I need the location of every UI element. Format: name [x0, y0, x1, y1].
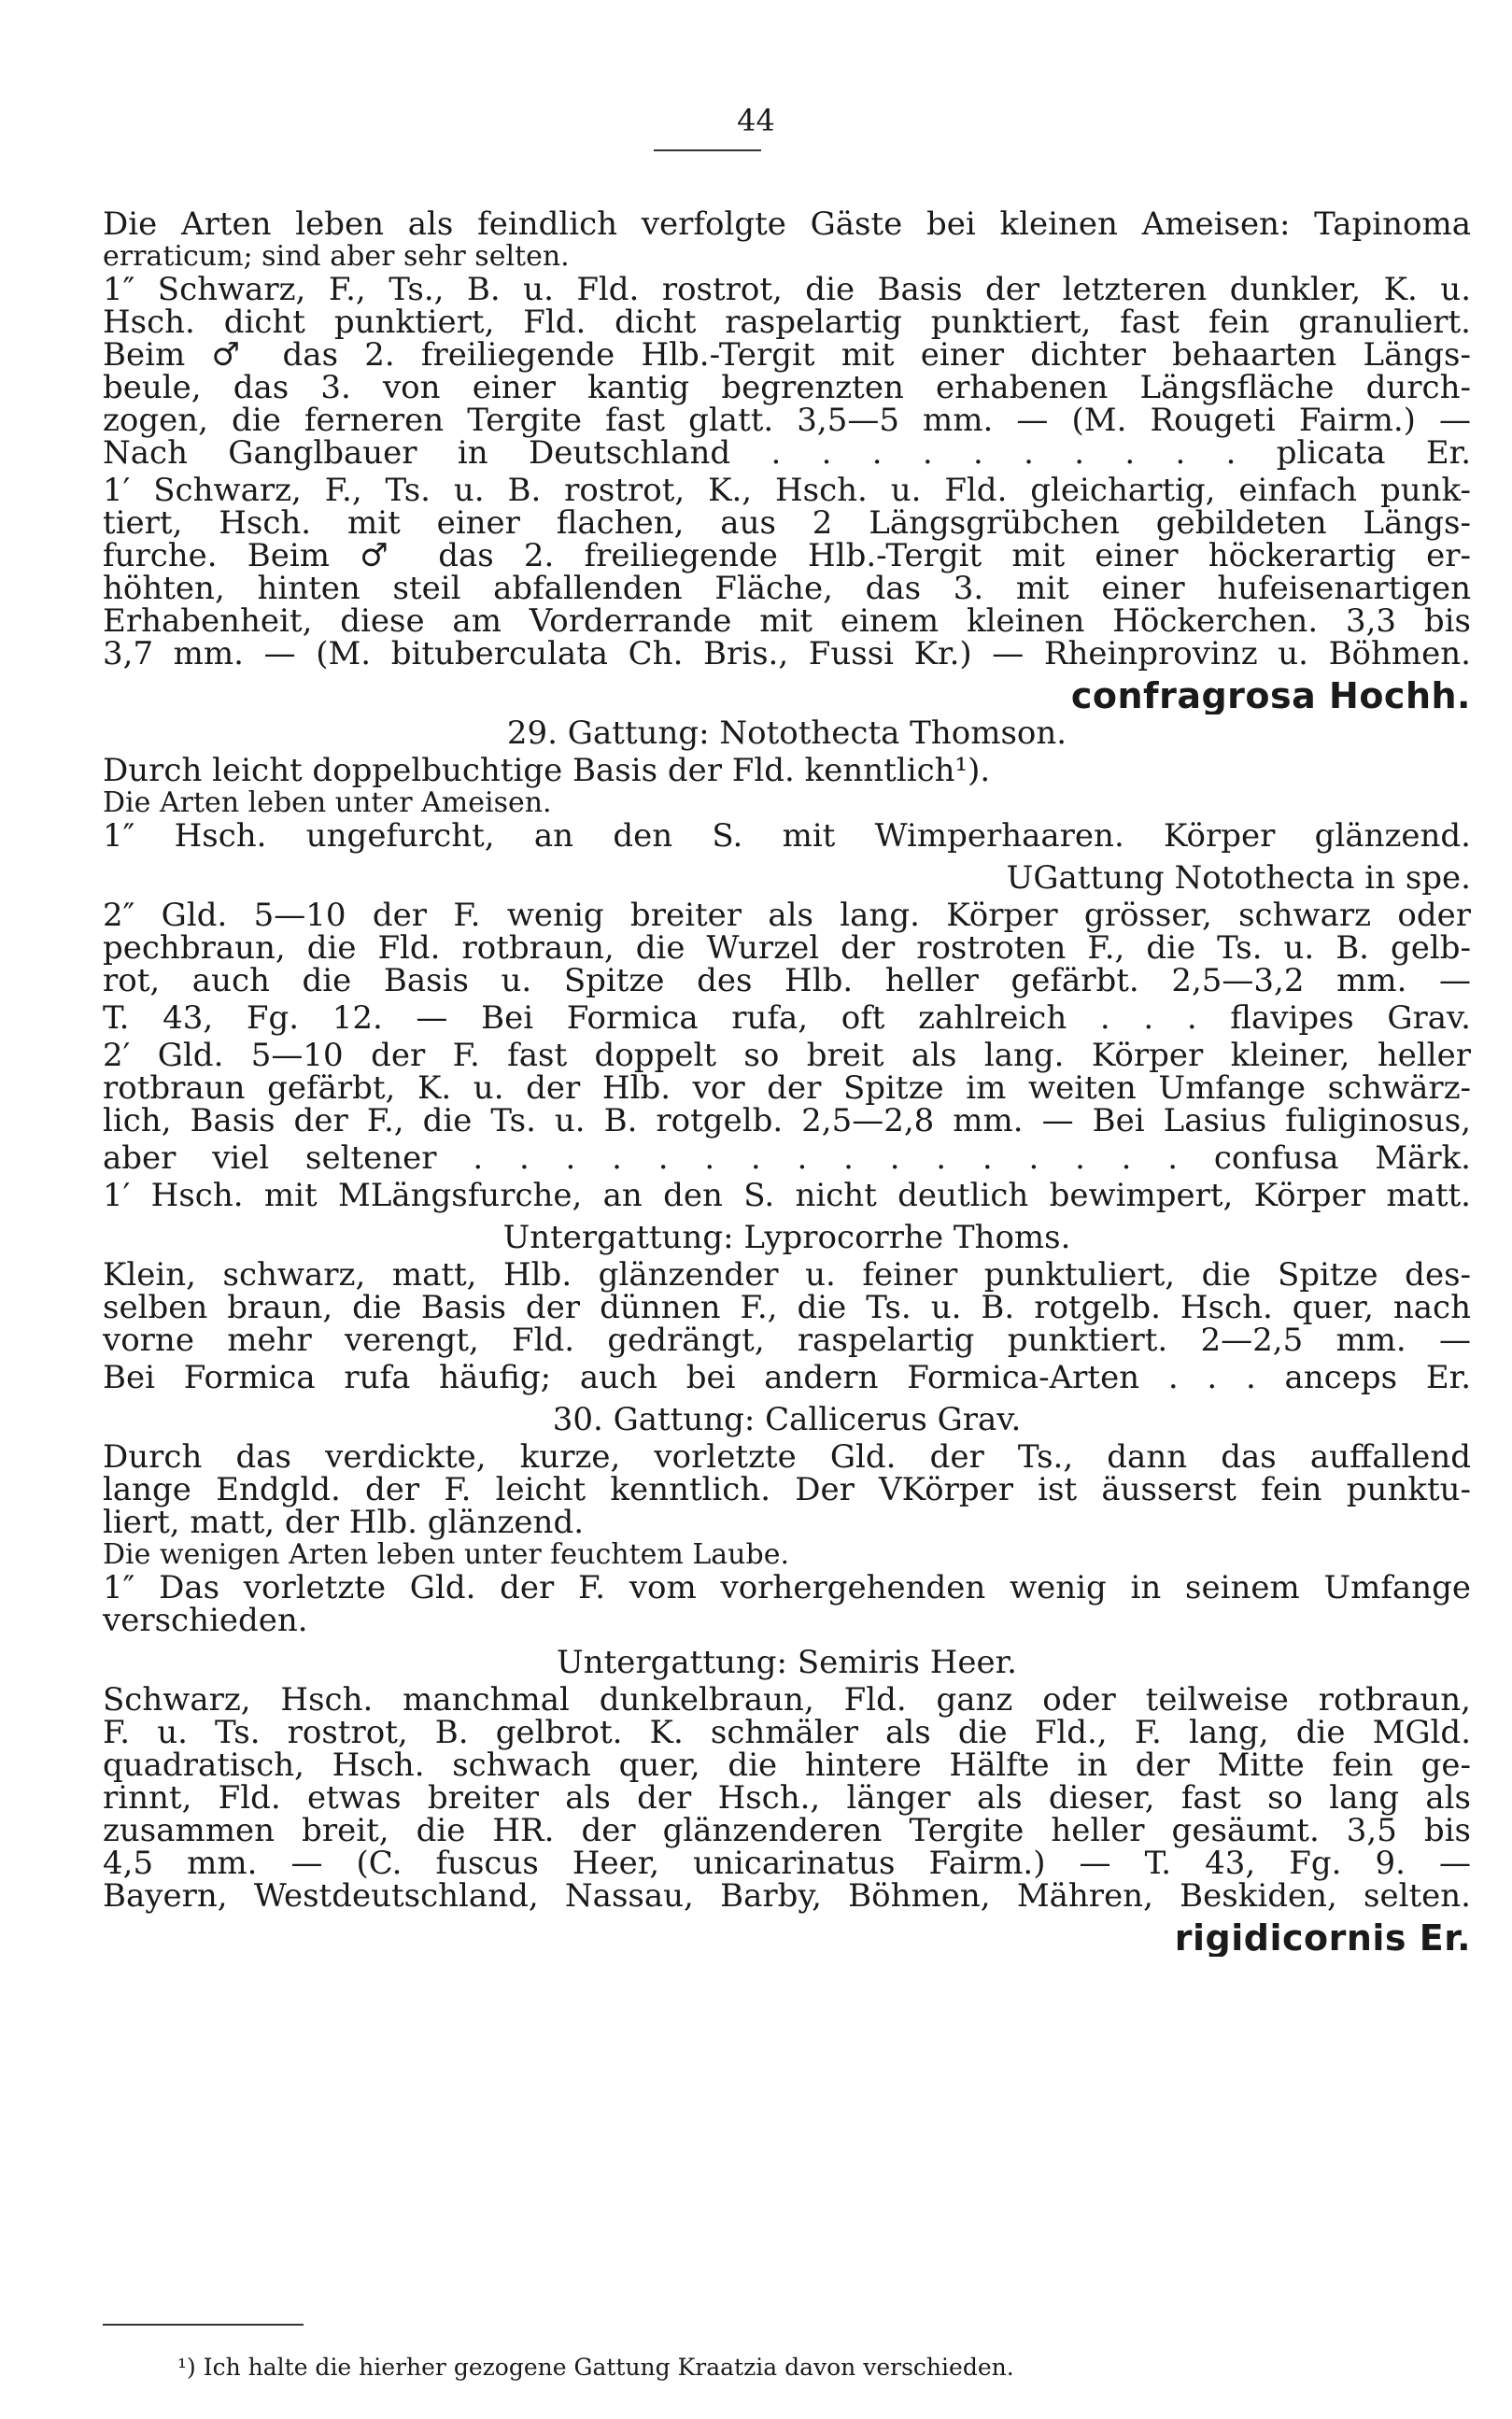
text-line: 30. Gattung: Callicerus Grav.: [552, 1401, 1022, 1438]
text-line: lange Endgld. der F. leicht kenntlich. Der VKörper ist äusserst fein punktu-: [103, 1471, 1471, 1508]
text-line: UGattung Notothecta in spe.: [1006, 859, 1471, 897]
text-line: T. 43, Fg. 12. — Bei Formica rufa, oft zahlreich . . . flavipes Grav.: [103, 999, 1471, 1037]
text-line: aber viel seltener . . . . . . . . . . . . . . . . confusa Märk.: [103, 1139, 1471, 1177]
footnote-rule: [103, 2324, 304, 2326]
text-line: confragrosa Hochh.: [1070, 677, 1471, 714]
text-line: rotbraun gefärbt, K. u. der Hlb. vor der Spitze im weiten Umfange schwärz-: [103, 1069, 1471, 1107]
text-line: beule, das 3. von einer kantig begrenzten erhabenen Längsfläche durch-: [103, 369, 1471, 406]
text-line: lich, Basis der F., die Ts. u. B. rotgelb. 2,5—2,8 mm. — Bei Lasius fuliginosus,: [103, 1102, 1471, 1139]
text-line: 1′ Hsch. mit MLängsfurche, an den S. nicht deutlich bewimpert, Körper matt.: [103, 1177, 1471, 1214]
text-line: tiert, Hsch. mit einer flachen, aus 2 Längsgrübchen gebildeten Längs-: [103, 504, 1471, 542]
text-line: 1′ Schwarz, F., Ts. u. B. rostrot, K., Hsch. u. Fld. gleichartig, einfach punk-: [103, 472, 1471, 509]
text-line: rinnt, Fld. etwas breiter als der Hsch., länger als dieser, fast so lang als: [103, 1779, 1471, 1817]
text-line: Durch leicht doppelbuchtige Basis der Fld. kenntlich¹).: [103, 752, 991, 789]
text-line: Die wenigen Arten leben unter feuchtem Laube.: [103, 1538, 789, 1571]
text-line: rigidicornis Er.: [1174, 1919, 1471, 1957]
text-line: Bei Formica rufa häufig; auch bei andern Formica-Arten . . . anceps Er.: [103, 1359, 1471, 1396]
text-line: Hsch. dicht punktiert, Fld. dicht raspelartig punktiert, fast fein granuliert.: [103, 304, 1471, 341]
text-line: Untergattung: Semiris Heer.: [557, 1644, 1017, 1681]
text-line: 2′ Gld. 5—10 der F. fast doppelt so breit als lang. Körper kleiner, heller: [103, 1037, 1471, 1074]
text-line: selben braun, die Basis der dünnen F., die Ts. u. B. rotgelb. Hsch. quer, nach: [103, 1289, 1471, 1326]
text-line: Klein, schwarz, matt, Hlb. glänzender u. feiner punktuliert, die Spitze des-: [103, 1256, 1471, 1294]
text-line: furche. Beim ♂ das 2. freiliegende Hlb.-Tergit mit einer höckerartig er-: [103, 537, 1471, 574]
text-line: 1″ Schwarz, F., Ts., B. u. Fld. rostrot, die Basis der letzteren dunkler, K. u.: [103, 271, 1471, 308]
text-line: höhten, hinten steil abfallenden Fläche, das 3. mit einer hufeisenartigen: [103, 570, 1471, 607]
text-line: 2″ Gld. 5—10 der F. wenig breiter als lang. Körper grösser, schwarz oder: [103, 897, 1471, 934]
text-line: 29. Gattung: Notothecta Thomson.: [506, 714, 1067, 752]
text-line: vorne mehr verengt, Fld. gedrängt, raspelartig punktiert. 2—2,5 mm. —: [103, 1322, 1471, 1359]
text-line: liert, matt, der Hlb. glänzend.: [103, 1504, 585, 1541]
text-line: 1″ Das vorletzte Gld. der F. vom vorhergehenden wenig in seinem Umfange: [103, 1569, 1471, 1606]
text-line: Bayern, Westdeutschland, Nassau, Barby, Böhmen, Mähren, Beskiden, selten.: [103, 1877, 1471, 1915]
text-line: erraticum; sind aber sehr selten.: [103, 240, 570, 273]
text-line: Die Arten leben als feindlich verfolgte Gäste bei kleinen Ameisen: Tapinoma: [103, 205, 1471, 243]
text-line: zogen, die ferneren Tergite fast glatt. 3,5—5 mm. — (M. Rougeti Fairm.) —: [103, 402, 1471, 439]
text-line: Untergattung: Lyprocorrhe Thoms.: [502, 1219, 1071, 1256]
text-line: F. u. Ts. rostrot, B. gelbrot. K. schmäler als die Fld., F. lang, die MGld.: [103, 1714, 1471, 1751]
page-number: 44: [737, 103, 775, 138]
text-line: 1″ Hsch. ungefurcht, an den S. mit Wimperhaaren. Körper glänzend.: [103, 817, 1471, 855]
text-line: quadratisch, Hsch. schwach quer, die hintere Hälfte in der Mitte fein ge-: [103, 1747, 1471, 1784]
text-line: rot, auch die Basis u. Spitze des Hlb. heller gefärbt. 2,5—3,2 mm. —: [103, 962, 1471, 999]
text-line: zusammen breit, die HR. der glänzenderen Tergite heller gesäumt. 3,5 bis: [103, 1812, 1471, 1849]
text-line: Schwarz, Hsch. manchmal dunkelbraun, Fld. ganz oder teilweise rotbraun,: [103, 1681, 1471, 1719]
footnote: ¹) Ich halte die hierher gezogene Gattung Kraatzia davon verschieden.: [177, 2354, 1014, 2381]
text-line: pechbraun, die Fld. rotbraun, die Wurzel der rostroten F., die Ts. u. B. gelb-: [103, 929, 1471, 967]
text-line: 3,7 mm. — (M. bituberculata Ch. Bris., Fussi Kr.) — Rheinprovinz u. Böhmen.: [103, 635, 1471, 672]
text-line: 4,5 mm. — (C. fuscus Heer, unicarinatus Fairm.) — T. 43, Fg. 9. —: [103, 1845, 1471, 1882]
text-line: Erhabenheit, diese am Vorderrande mit einem kleinen Höckerchen. 3,3 bis: [103, 602, 1471, 640]
text-line: Beim ♂ das 2. freiliegende Hlb.-Tergit mit einer dichter behaarten Längs-: [103, 336, 1471, 374]
text-line: verschieden.: [103, 1602, 308, 1639]
text-line: Die Arten leben unter Ameisen.: [103, 786, 552, 819]
text-line: Durch das verdickte, kurze, vorletzte Gld. der Ts., dann das auffallend: [103, 1438, 1471, 1476]
header-rule: [654, 149, 761, 151]
text-line: Nach Ganglbauer in Deutschland . . . . . . . . . . plicata Er.: [103, 434, 1471, 472]
